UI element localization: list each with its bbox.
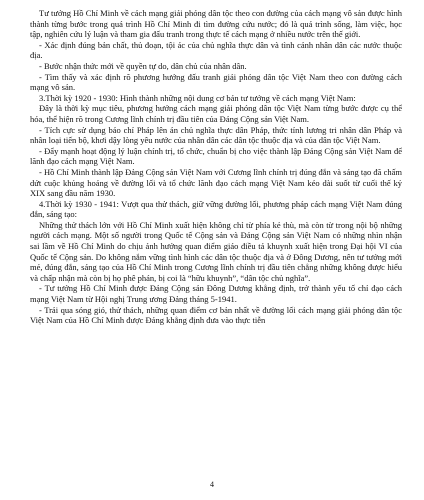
section-heading: 4.Thời kỳ 1930 - 1941: Vượt qua thử thách, giữ vững đường lối, phương pháp cách mạng Việt Nam đúng đắn, sáng tạo: [30, 198, 402, 220]
page-number: 4 [210, 480, 214, 489]
paragraph: - Xác định đúng bản chất, thủ đoạn, tội ác của chủ nghĩa thực dân và tình cảnh nhân dân các nước thuộc địa. [30, 39, 402, 61]
paragraph: - Bước nhận thức mới về quyền tự do, dân chủ của nhân dân. [39, 60, 247, 71]
paragraph: - Đẩy mạnh hoạt động lý luận chính trị, tổ chức, chuẩn bị cho việc thành lập Đảng Cộng sản Việt Nam để lãnh đạo cách mạng Việt Nam. [30, 145, 402, 167]
paragraph: - Hồ Chí Minh thành lập Đảng Cộng sản Việt Nam với Cương lĩnh chính trị đúng đắn và sáng tạo đã chấm dứt cuộc khủng hoảng về đường lối và tổ chức lãnh đạo cách mạng Việt Nam kéo dài suốt từ cuối thế kỷ XIX sang đầu năm 1930. [30, 166, 402, 199]
paragraph: Tư tưởng Hồ Chí Minh về cách mạng giải phóng dân tộc theo con đường của cách mạng vô sản được hình thành từng bước trong quá trình Hồ Chí Minh đi tìm đường cứu nước; đó là quá trình sống, làm việc, học tập, nghiên cứu lý luận và tham gia đấu tranh trong thực tế cách mạng ở nhiều nước trên thế giới. [30, 8, 402, 40]
paragraph: Những thử thách lớn với Hồ Chí Minh xuất hiện không chỉ từ phía kẻ thù, mà còn từ trong nội bộ những người cách mạng. Một số người trong Quốc tế Cộng sản và Đảng Cộng sản Việt Nam có những nhìn nhận sai lầm về Hồ Chí Minh do chịu ảnh hưởng quan điểm giáo điều tả khuynh xuất hiện trong Đại hội VI của Quốc tế Cộng sản. Do không nắm vững tình hình các dân tộc thuộc địa và ở Đông Dương, nên tư tưởng mới mẻ, đúng đắn, sáng tạo của Hồ Chí Minh trong Cương lĩnh chính trị đầu tiên chẳng những không được hiểu và chấp nhận mà còn bị họ phê phán, bị coi là “hữu khuynh”, “dân tộc chủ nghĩa”. [30, 219, 402, 283]
paragraph: - Trải qua sóng gió, thử thách, những quan điểm cơ bản nhất về đường lối cách mạng giải phóng dân tộc Việt Nam của Hồ Chí Minh được Đảng khẳng định đưa vào thực tiễn [30, 304, 402, 326]
paragraph: Đây là thời kỳ mục tiêu, phương hướng cách mạng giải phóng dân tộc Việt Nam từng bước được cụ thể hóa, thể hiện rõ trong Cương lĩnh chính trị đầu tiên của Đảng Cộng sản Việt Nam. [30, 103, 402, 124]
section-heading: 3.Thời kỳ 1920 - 1930: Hình thành những nội dung cơ bản tư tưởng về cách mạng Việt Nam: [39, 92, 356, 103]
paragraph: - Tích cực sử dụng báo chí Pháp lên án chủ nghĩa thực dân Pháp, thức tỉnh lương tri nhân dân Pháp và nhân loại tiến bộ, khơi dậy lòng yêu nước của nhân dân các dân tộc thuộc địa và của dân tộc Việt Nam. [30, 124, 402, 146]
paragraph: - Tìm thấy và xác định rõ phương hướng đấu tranh giải phóng dân tộc Việt Nam theo con đường cách mạng vô sản. [30, 71, 402, 93]
document-body [30, 8, 402, 326]
paragraph: - Tư tưởng Hồ Chí Minh được Đảng Cộng sản Đông Dương khẳng định, trở thành yếu tố chỉ đạo cách mạng Việt Nam từ Hội nghị Trung ương Đảng tháng 5-1941. [30, 283, 402, 305]
